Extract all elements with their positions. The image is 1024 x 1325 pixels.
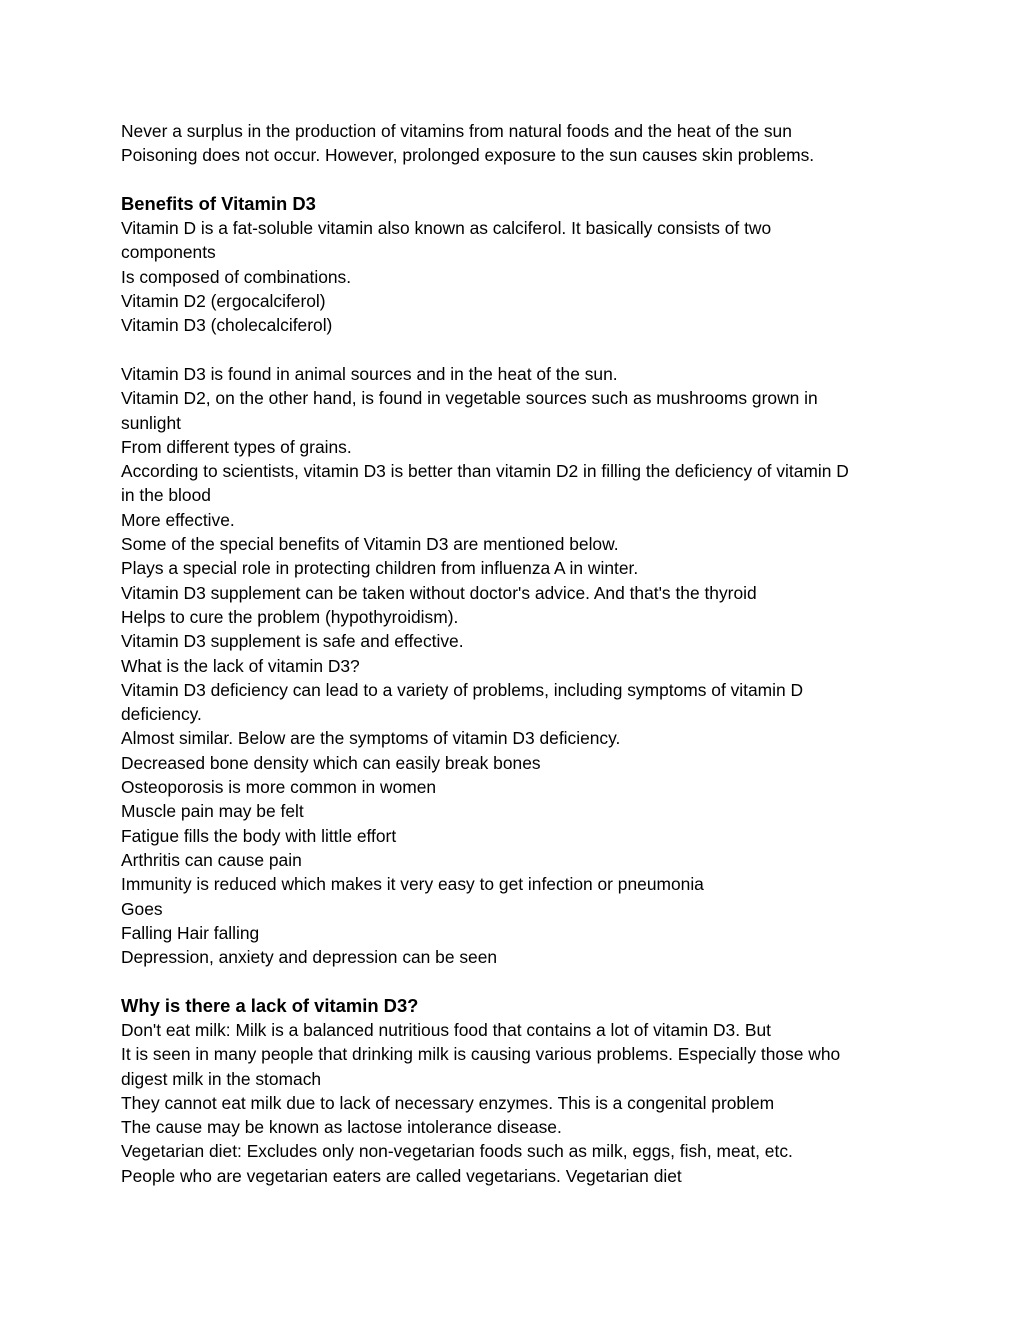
text-line: It is seen in many people that drinking milk is causing various problems. Especially those who xyxy=(121,1044,841,1065)
text-line: Don't eat milk: Milk is a balanced nutritious food that contains a lot of vitamin D3. But xyxy=(121,1019,771,1040)
text-line: Vegetarian diet: Excludes only non-vegetarian foods such as milk, eggs, fish, meat, etc. xyxy=(121,1141,793,1162)
text-line: Falling Hair falling xyxy=(121,922,260,943)
text-line: Goes xyxy=(121,898,163,919)
text-line: sunlight xyxy=(121,412,181,433)
text-line: Never a surplus in the production of vitamins from natural foods and the heat of the sun xyxy=(121,121,792,141)
benefits-paragraph-definition xyxy=(121,216,904,337)
text-line: Depression, anxiety and depression can be seen xyxy=(121,947,498,968)
text-line: Muscle pain may be felt xyxy=(121,801,304,822)
text-line: Vitamin D3 deficiency can lead to a variety of problems, including symptoms of vitamin D xyxy=(121,679,804,700)
text-line: Is composed of combinations. xyxy=(121,266,352,287)
benefits-paragraph-details xyxy=(121,362,904,969)
deficiency-causes-paragraph xyxy=(121,1018,904,1188)
text-line: Osteoporosis is more common in women xyxy=(121,777,437,798)
text-line: Plays a special role in protecting children from influenza A in winter. xyxy=(121,558,639,579)
text-line: Helps to cure the problem (hypothyroidism). xyxy=(121,606,459,627)
intro-paragraph xyxy=(121,119,904,168)
text-line: From different types of grains. xyxy=(121,436,352,457)
text-line: Some of the special benefits of Vitamin D3 are mentioned below. xyxy=(121,534,619,555)
text-line: Poisoning does not occur. However, prolonged exposure to the sun causes skin problems. xyxy=(121,145,815,166)
paragraph-spacer xyxy=(121,338,904,362)
text-line: People who are vegetarian eaters are called vegetarians. Vegetarian diet xyxy=(121,1165,682,1186)
text-line: Immunity is reduced which makes it very easy to get infection or pneumonia xyxy=(121,874,704,895)
text-line: Vitamin D3 supplement is safe and effective. xyxy=(121,631,464,652)
text-line: What is the lack of vitamin D3? xyxy=(121,655,360,676)
text-line: Almost similar. Below are the symptoms of vitamin D3 deficiency. xyxy=(121,728,621,749)
text-line: Vitamin D3 is found in animal sources and in the heat of the sun. xyxy=(121,363,618,384)
text-line: According to scientists, vitamin D3 is better than vitamin D2 in filling the deficiency of vitamin D xyxy=(121,461,849,482)
text-line: Decreased bone density which can easily break bones xyxy=(121,752,541,773)
section-heading-deficiency-causes: Why is there a lack of vitamin D3? xyxy=(121,994,419,1016)
text-line: Vitamin D2 (ergocalciferol) xyxy=(121,291,326,312)
text-line: Vitamin D2, on the other hand, is found in vegetable sources such as mushrooms grown in xyxy=(121,388,818,409)
section-heading-benefits: Benefits of Vitamin D3 xyxy=(121,192,316,214)
text-line: in the blood xyxy=(121,485,211,506)
text-line: More effective. xyxy=(121,509,235,530)
text-line: deficiency. xyxy=(121,704,202,725)
text-line: They cannot eat milk due to lack of necessary enzymes. This is a congenital problem xyxy=(121,1092,775,1113)
text-line: components xyxy=(121,242,216,263)
text-line: Vitamin D3 (cholecalciferol) xyxy=(121,315,333,336)
text-line: Vitamin D is a fat-soluble vitamin also known as calciferol. It basically consists of two xyxy=(121,218,772,239)
text-line: Vitamin D3 supplement can be taken without doctor's advice. And that's the thyroid xyxy=(121,582,757,603)
text-line: Fatigue fills the body with little effort xyxy=(121,825,397,846)
text-line: digest milk in the stomach xyxy=(121,1068,322,1089)
paragraph-spacer xyxy=(121,969,904,993)
text-line: The cause may be known as lactose intolerance disease. xyxy=(121,1117,562,1138)
text-line: Arthritis can cause pain xyxy=(121,849,302,870)
paragraph-spacer xyxy=(121,168,904,192)
